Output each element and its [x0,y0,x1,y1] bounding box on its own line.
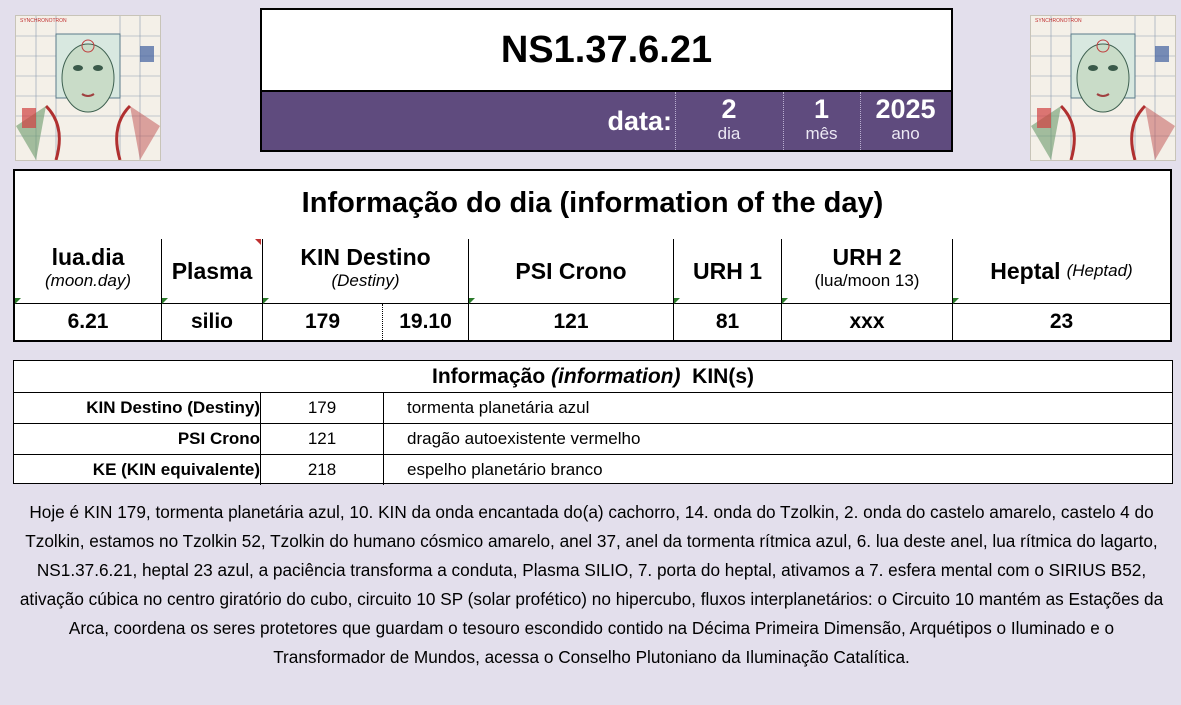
logo-tag: SYNCHRONOTRON [1035,18,1082,24]
col-plasma [162,239,263,303]
col-heptal [953,239,1170,303]
col-moon-day-label: lua.dia [51,244,125,270]
col-psi-crono [469,239,674,303]
day-value: 2 [721,94,737,124]
synchronotron-logo-left [15,15,161,161]
cell-comment-marker [162,298,168,304]
page-title: NS1.37.6.21 [262,10,951,92]
cell-comment-marker [674,298,680,304]
cell-comment-marker [469,298,475,304]
col-urh2-sub: (lua/moon 13) [814,271,920,290]
row-name: espelho planetário branco [407,460,603,479]
header-panel [260,8,953,152]
day-description: Hoje é KIN 179, tormenta planetária azul, 10. KIN da onda encantada do(a) cachorro, 14. onda do Tzolkin, 2. onda do castelo amarelo, castelo 4 do Tzolkin, estamos no Tzolkin 52, Tzolkin do humano cósmico amarelo, anel 37, anel da tormenta rítmica azul, 6. lua deste anel, lua rítmica do lagarto, NS1.37.6.21, heptal 23 azul, a paciência transforma a conduta, Plasma SILIO, 7. porta do heptal, ativamos a 7. esfera mental com o SIRIUS B52, ativação cúbica no centro giratório do cubo, circuito 10 SP (solar profético) no hipercubo, fluxos interplanetários: o Circuito 10 mantém as Estações da Arca, coordena os seres protetores que guardam o tesouro escondido contido na Décima Primeira Dimensão, Arquétipos o Iluminado e o Transformador de Mundos, acessa o Conselho Plutoniano da Iluminação Catalítica. [19,502,1164,667]
col-urh1-label: URH 1 [692,258,762,284]
month-value: 1 [813,94,830,124]
month-caption: mês [805,124,838,143]
value-kin[interactable]: 179 [263,304,383,340]
row-name: dragão autoexistente vermelho [407,429,641,448]
cell-comment-marker [953,298,959,304]
col-urh1 [674,239,782,303]
day-caption: dia [717,124,741,143]
cell-comment-marker [782,298,788,304]
col-heptal-sub: (Heptad) [1066,261,1133,280]
row-number: 179 [261,393,384,423]
col-urh2 [782,239,953,303]
table-row[interactable] [14,393,1172,424]
day-cell[interactable] [675,92,783,150]
value-psi[interactable]: 121 [469,304,674,340]
col-psi-label: PSI Crono [515,258,627,284]
kin-title-part: KIN(s) [680,365,754,388]
day-info-title: Informação do dia (information of the day) [301,187,884,219]
year-cell[interactable] [860,92,951,150]
col-kin-destiny [263,239,469,303]
year-caption: ano [891,124,920,143]
row-label: PSI Crono [14,424,261,454]
row-name: tormenta planetária azul [407,398,590,417]
date-label: data: [607,106,672,136]
synchronotron-logo-right [1030,15,1176,161]
logo-tag: SYNCHRONOTRON [20,18,67,24]
col-kin-label: KIN Destino [300,244,431,270]
value-plasma[interactable]: silio [162,304,263,340]
row-label: KE (KIN equivalente) [14,455,261,485]
kin-info-title [14,361,1172,393]
col-kin-sub: (Destiny) [331,271,400,290]
value-moon-day[interactable]: 6.21 [15,304,162,340]
date-bar [262,92,951,150]
table-row[interactable] [14,455,1172,485]
day-info-panel [13,169,1172,342]
row-label: KIN Destino (Destiny) [14,393,261,423]
col-urh2-label: URH 2 [832,244,902,270]
cosmic-face-image [16,16,160,160]
row-number: 218 [261,455,384,485]
row-number: 121 [261,424,384,454]
col-moon-day [15,239,162,303]
month-cell[interactable] [783,92,860,150]
kin-info-table [13,360,1173,484]
cell-comment-marker [15,298,21,304]
col-heptal-label: Heptal [990,258,1061,284]
col-plasma-label: Plasma [171,258,253,284]
cell-note-marker [255,239,261,245]
table-row[interactable] [14,424,1172,455]
value-urh1[interactable]: 81 [674,304,782,340]
value-heptal[interactable]: 23 [1049,310,1074,333]
kin-title-part: Informação [431,365,552,388]
kin-title-italic: (information) [551,365,681,388]
value-urh2[interactable]: xxx [782,304,953,340]
col-moon-day-sub: (moon.day) [45,271,131,290]
cell-comment-marker [263,298,269,304]
value-kin-secondary[interactable]: 19.10 [383,304,469,340]
cosmic-face-image [1031,16,1175,160]
year-value: 2025 [875,94,936,124]
